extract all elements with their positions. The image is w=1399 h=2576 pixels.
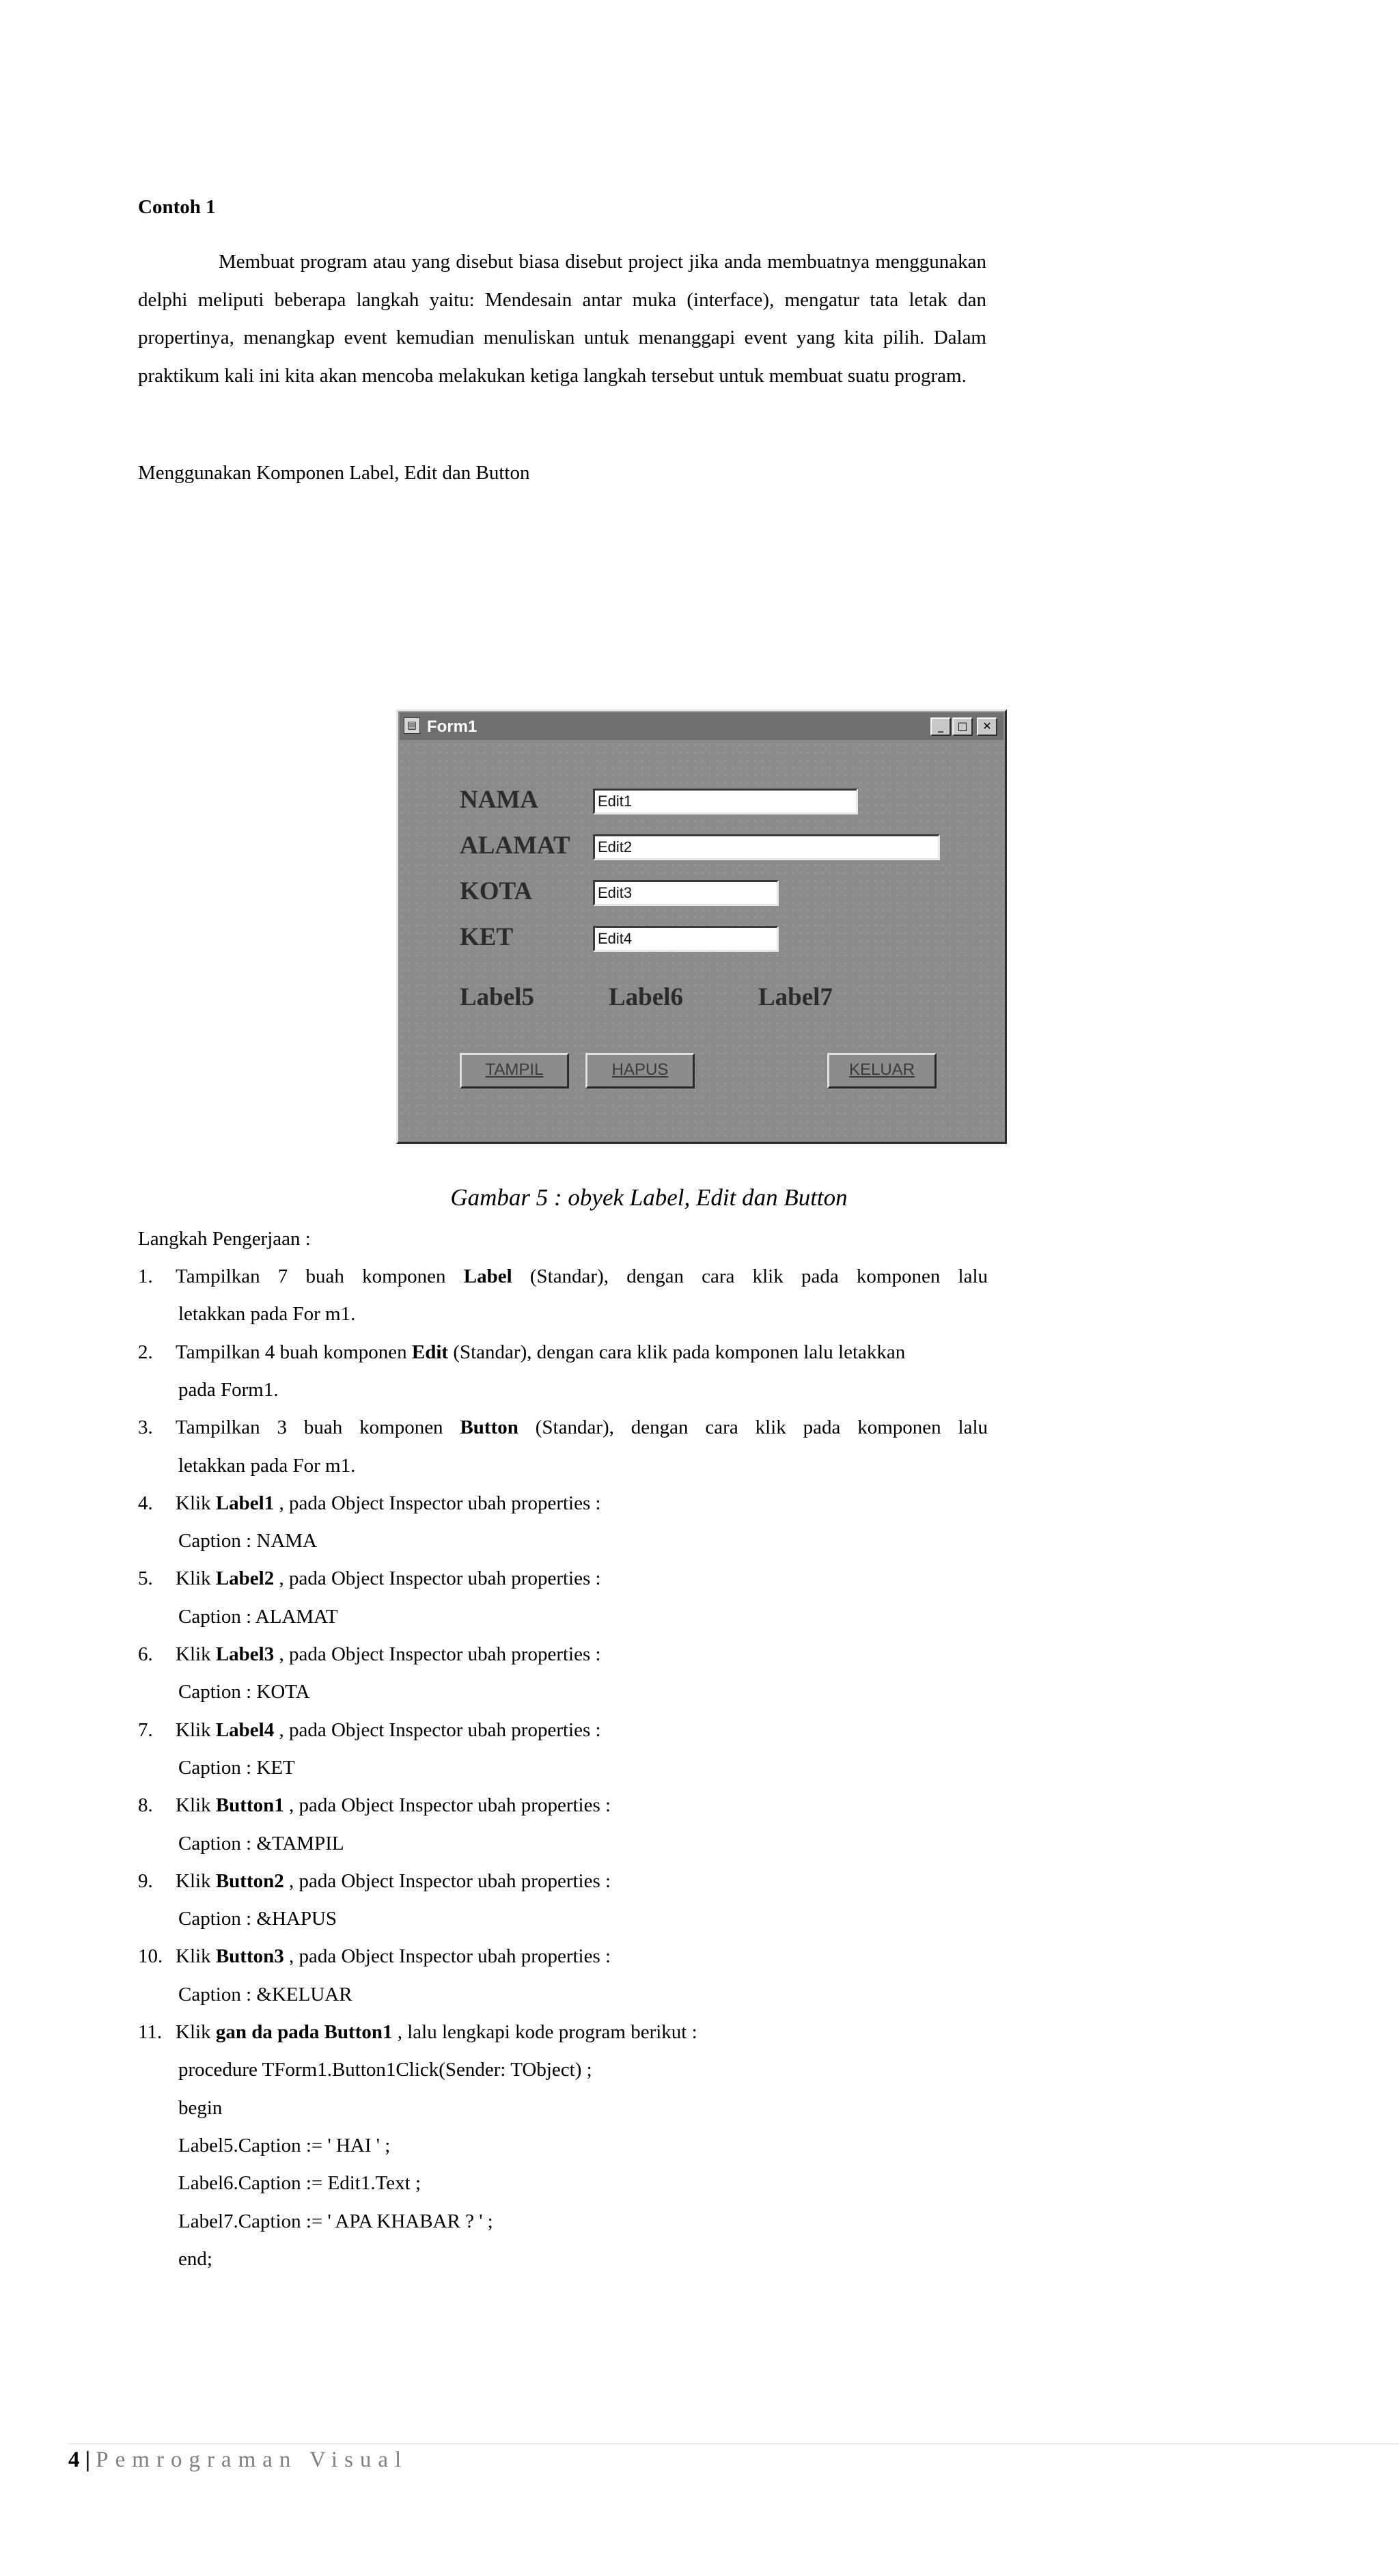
step-number: 8. [138, 1794, 153, 1817]
step-item [138, 1567, 601, 1590]
step-continuation: pada Form1. [178, 1378, 279, 1401]
step-continuation: Caption : ALAMAT [178, 1605, 338, 1628]
step-item [138, 1643, 601, 1666]
code-line: end; [178, 2247, 212, 2270]
step-text-pre: Tampilkan 4 buah komponen [176, 1341, 412, 1363]
step-text-bold: Label2 [215, 1567, 275, 1590]
minimize-icon[interactable]: _ [930, 717, 951, 736]
step-text-post: , pada Object Inspector ubah properties : [283, 1794, 611, 1817]
step-text [176, 1870, 611, 1893]
steps-title: Langkah Pengerjaan : [138, 1228, 311, 1250]
edit1-field[interactable]: Edit1 [593, 789, 858, 814]
step-text-post: , pada Object Inspector ubah properties : [283, 1869, 611, 1892]
step-item [138, 1265, 988, 1288]
label-kota: KOTA [460, 877, 533, 905]
step-text-pre: Klik [176, 1794, 216, 1817]
window-titlebar [400, 713, 1003, 740]
step-text-pre: Tampilkan 7 buah komponen [176, 1265, 464, 1287]
step-item [138, 1416, 988, 1439]
maximize-icon[interactable]: □ [952, 717, 973, 736]
intro-paragraph: Membuat program atau yang disebut biasa disebut project jika anda membuatnya menggunakan delphi meliputi beberapa langkah yaitu: Mendesain antar muka (interface), mengatur tata letak dan propertinya, menangkap event kemudian menuliskan untuk menanggapi event yang kita pilih. Dalam praktikum kali ini kita akan mencoba melakukan ketiga langkah tersebut untuk membuat suatu program. [138, 251, 986, 387]
step-text [176, 1719, 601, 1742]
figure-caption: Gambar 5 : obyek Label, Edit dan Button [450, 1184, 848, 1211]
step-text [176, 1265, 988, 1288]
label6: Label6 [609, 983, 683, 1011]
step-number: 4. [138, 1492, 153, 1514]
step-number: 10. [138, 1945, 163, 1968]
label-nama: NAMA [460, 786, 539, 814]
step-text-pre: Klik [176, 2021, 216, 2043]
step-text-bold: Label3 [215, 1643, 275, 1665]
step-continuation: procedure TForm1.Button1Click(Sender: TObject) ; [178, 2059, 592, 2081]
step-number: 5. [138, 1567, 153, 1590]
form1-window [396, 709, 1007, 1144]
step-number: 1. [138, 1265, 153, 1287]
step-number: 2. [138, 1341, 153, 1363]
footer-divider [68, 2443, 1399, 2444]
step-text [176, 1341, 905, 1364]
step-text [176, 1794, 611, 1817]
step-text-post: , lalu lengkapi kode program berikut : [392, 2021, 697, 2043]
step-text-post: , pada Object Inspector ubah properties : [274, 1567, 601, 1590]
step-item [138, 1719, 601, 1742]
page-footer [68, 2448, 408, 2473]
step-text-bold: Label4 [215, 1718, 275, 1741]
footer-title: Pemrograman Visual [96, 2448, 408, 2472]
step-continuation: Caption : NAMA [178, 1530, 317, 1552]
step-number: 7. [138, 1718, 153, 1741]
step-text-post: (Standar), dengan cara klik pada komponen lalu [518, 1416, 988, 1439]
edit4-field[interactable]: Edit4 [593, 926, 779, 952]
step-continuation: letakkan pada For m1. [178, 1454, 356, 1477]
app-icon: ▤ [404, 717, 420, 734]
step-continuation: Caption : KET [178, 1756, 295, 1779]
step-item [138, 1794, 611, 1817]
step-number: 9. [138, 1869, 153, 1892]
step-text [176, 1945, 611, 1968]
step-item [138, 2021, 697, 2044]
section-heading: Contoh 1 [138, 196, 216, 218]
step-item [138, 1492, 601, 1515]
step-text-post: , pada Object Inspector ubah properties : [274, 1492, 601, 1514]
edit2-field[interactable]: Edit2 [593, 834, 940, 860]
step-text-bold: gan da pada Button1 [215, 2021, 393, 2043]
step-number: 3. [138, 1416, 153, 1439]
label7: Label7 [758, 983, 833, 1011]
step-item [138, 1945, 611, 1968]
step-text [176, 1643, 601, 1666]
step-text-bold: Label [463, 1265, 512, 1287]
step-text-pre: Klik [176, 1945, 216, 1968]
subheading: Menggunakan Komponen Label, Edit dan Button [138, 462, 530, 484]
step-text [176, 1416, 988, 1439]
step-text-post: , pada Object Inspector ubah properties : [283, 1945, 611, 1968]
step-number: 11. [138, 2021, 163, 2043]
label-alamat: ALAMAT [460, 832, 570, 860]
step-text-pre: Klik [176, 1567, 216, 1590]
code-line: Label5.Caption := ' HAI ' ; [178, 2134, 391, 2156]
step-text-post: (Standar), dengan cara klik pada komponen lalu [512, 1265, 988, 1287]
step-continuation: Caption : &HAPUS [178, 1908, 337, 1930]
code-line: Label7.Caption := ' APA KHABAR ? ' ; [178, 2210, 493, 2232]
page-number: 4 [68, 2448, 80, 2472]
step-item [138, 1870, 611, 1893]
step-text-pre: Klik [176, 1492, 216, 1514]
edit3-field[interactable]: Edit3 [593, 880, 779, 906]
window-title: Form1 [427, 717, 477, 736]
step-item [138, 1341, 905, 1364]
step-text-bold: Button1 [215, 1794, 284, 1817]
step-text-pre: Klik [176, 1869, 216, 1892]
step-text-bold: Button3 [215, 1945, 284, 1968]
code-line: begin [178, 2096, 223, 2119]
keluar-button[interactable]: KELUAR [827, 1053, 937, 1088]
step-continuation: Caption : &KELUAR [178, 1983, 352, 2005]
step-text [176, 2021, 697, 2044]
code-line: Label6.Caption := Edit1.Text ; [178, 2172, 421, 2195]
step-text-pre: Tampilkan 3 buah komponen [176, 1416, 460, 1439]
tampil-button[interactable]: TAMPIL [460, 1053, 569, 1088]
form-canvas [398, 711, 1005, 1142]
step-text-bold: Button [460, 1416, 518, 1439]
close-icon[interactable]: ✕ [977, 717, 997, 736]
step-text [176, 1492, 601, 1515]
step-continuation: Caption : KOTA [178, 1681, 310, 1703]
label5: Label5 [460, 983, 534, 1011]
step-continuation: letakkan pada For m1. [178, 1303, 356, 1326]
hapus-button[interactable]: HAPUS [585, 1053, 695, 1088]
footer-separator: | [85, 2448, 91, 2472]
label-ket: KET [460, 923, 514, 951]
step-text-post: (Standar), dengan cara klik pada komponen lalu letakkan [448, 1341, 906, 1363]
step-number: 6. [138, 1643, 153, 1665]
step-text-pre: Klik [176, 1718, 216, 1741]
step-text-bold: Label1 [215, 1492, 275, 1514]
step-text-post: , pada Object Inspector ubah properties : [274, 1643, 601, 1665]
step-text [176, 1567, 601, 1590]
step-text-bold: Button2 [215, 1869, 284, 1892]
step-text-pre: Klik [176, 1643, 216, 1665]
step-text-post: , pada Object Inspector ubah properties : [274, 1718, 601, 1741]
step-continuation: Caption : &TAMPIL [178, 1832, 344, 1854]
step-text-bold: Edit [411, 1341, 449, 1363]
